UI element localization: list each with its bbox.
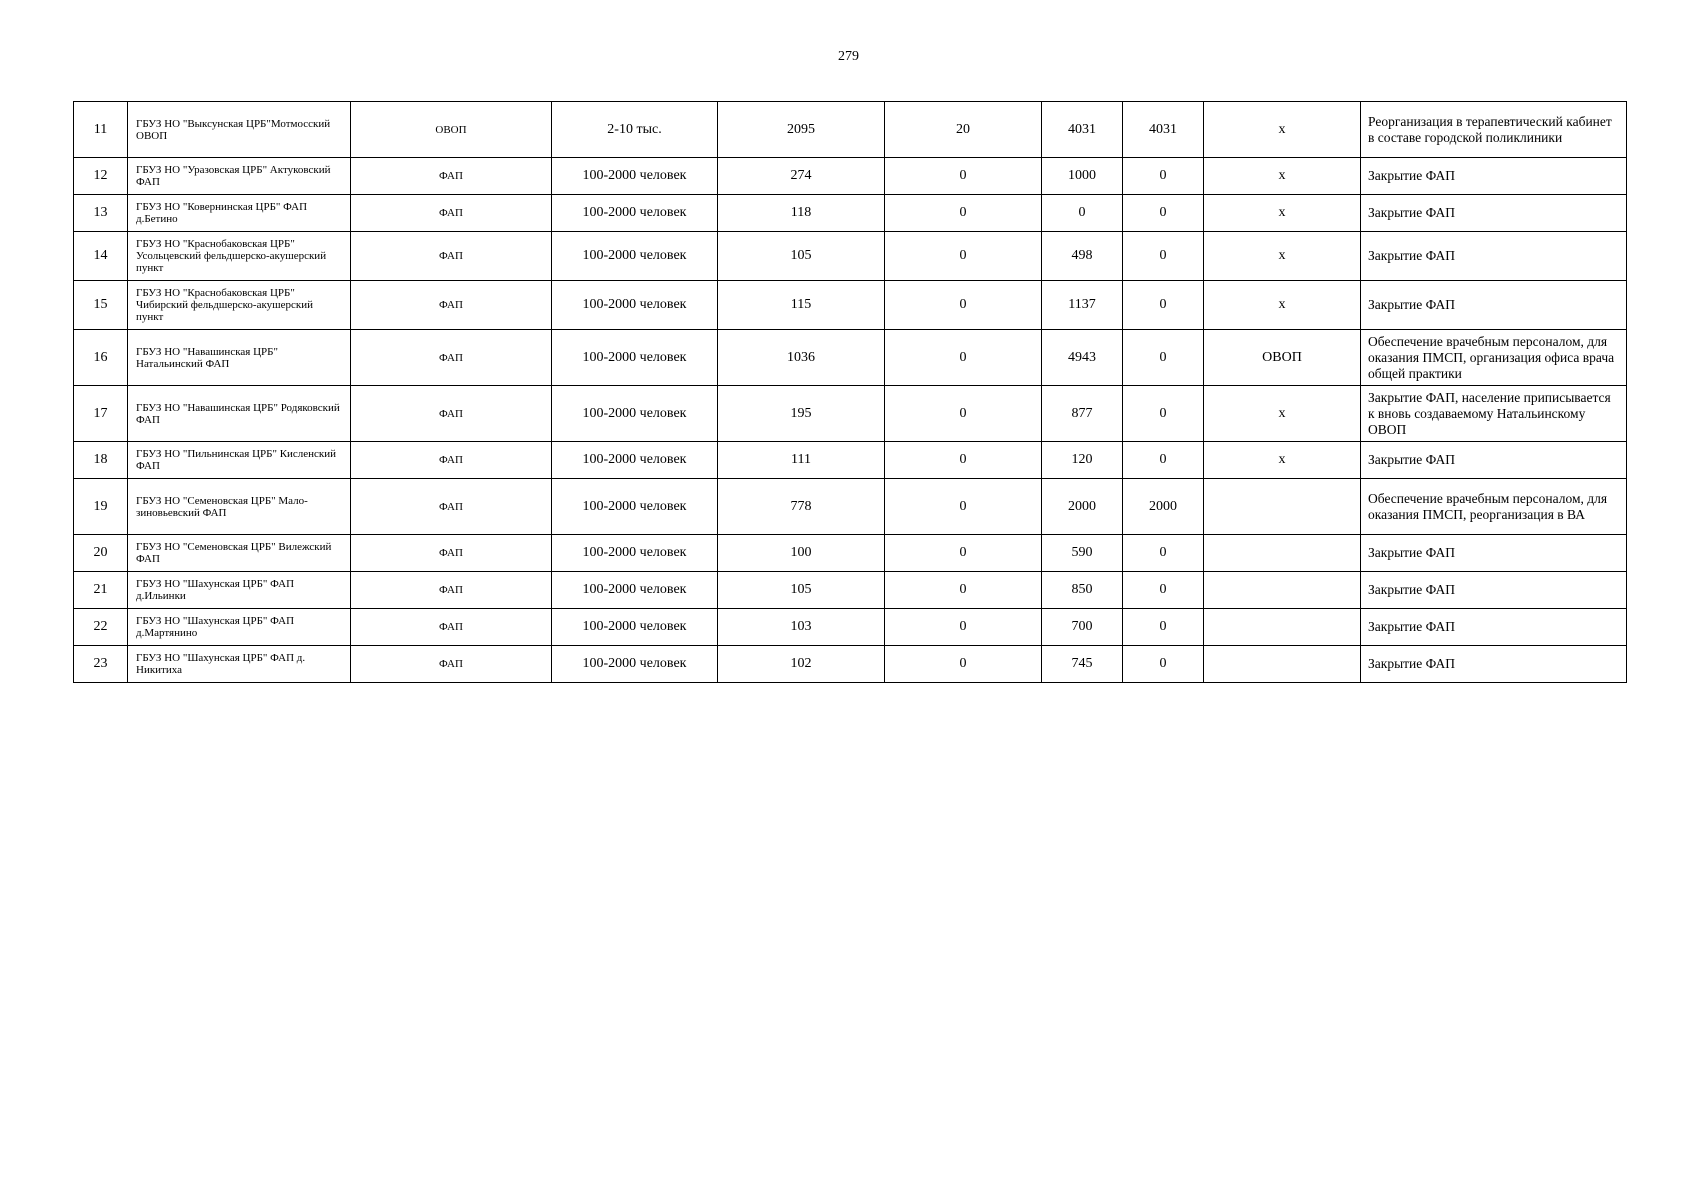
table-row xyxy=(74,195,1627,232)
row-number: 21 xyxy=(74,572,128,609)
planned-action: Закрытие ФАП xyxy=(1361,535,1627,572)
row-number: 23 xyxy=(74,646,128,683)
facility-type: ФАП xyxy=(351,535,552,572)
value-col-5: 274 xyxy=(718,158,885,195)
value-col-8: 2000 xyxy=(1123,479,1204,535)
facility-type: ОВОП xyxy=(351,102,552,158)
population-range: 100-2000 человек xyxy=(552,195,718,232)
facility-name: ГБУЗ НО "Краснобаковская ЦРБ" Чибирский фельдшерско-акушерский пункт xyxy=(128,281,351,330)
value-col-9: х xyxy=(1204,281,1361,330)
facility-type: ФАП xyxy=(351,609,552,646)
value-col-6: 0 xyxy=(885,232,1042,281)
value-col-8: 4031 xyxy=(1123,102,1204,158)
value-col-5: 111 xyxy=(718,442,885,479)
value-col-8: 0 xyxy=(1123,535,1204,572)
value-col-5: 100 xyxy=(718,535,885,572)
planned-action: Закрытие ФАП xyxy=(1361,158,1627,195)
planned-action: Закрытие ФАП xyxy=(1361,281,1627,330)
value-col-5: 105 xyxy=(718,572,885,609)
value-col-7: 4943 xyxy=(1042,330,1123,386)
row-number: 12 xyxy=(74,158,128,195)
table-row xyxy=(74,646,1627,683)
facility-name: ГБУЗ НО "Краснобаковская ЦРБ" Усольцевский фельдшерско-акушерский пункт xyxy=(128,232,351,281)
facility-name: ГБУЗ НО "Навашинская ЦРБ" Натальинский ФАП xyxy=(128,330,351,386)
facility-type: ФАП xyxy=(351,195,552,232)
value-col-6: 0 xyxy=(885,158,1042,195)
facilities-table xyxy=(73,101,1627,683)
value-col-6: 0 xyxy=(885,195,1042,232)
facility-type: ФАП xyxy=(351,281,552,330)
value-col-7: 2000 xyxy=(1042,479,1123,535)
population-range: 100-2000 человек xyxy=(552,281,718,330)
row-number: 19 xyxy=(74,479,128,535)
value-col-6: 20 xyxy=(885,102,1042,158)
value-col-8: 0 xyxy=(1123,330,1204,386)
value-col-8: 0 xyxy=(1123,442,1204,479)
facility-type: ФАП xyxy=(351,646,552,683)
planned-action: Обеспечение врачебным персоналом, для оказания ПМСП, реорганизация в ВА xyxy=(1361,479,1627,535)
facility-type: ФАП xyxy=(351,386,552,442)
table-row xyxy=(74,535,1627,572)
population-range: 100-2000 человек xyxy=(552,535,718,572)
value-col-6: 0 xyxy=(885,609,1042,646)
facility-type: ФАП xyxy=(351,330,552,386)
value-col-7: 120 xyxy=(1042,442,1123,479)
value-col-7: 1137 xyxy=(1042,281,1123,330)
table-row xyxy=(74,102,1627,158)
value-col-7: 700 xyxy=(1042,609,1123,646)
row-number: 16 xyxy=(74,330,128,386)
row-number: 18 xyxy=(74,442,128,479)
facility-type: ФАП xyxy=(351,232,552,281)
value-col-7: 850 xyxy=(1042,572,1123,609)
value-col-7: 745 xyxy=(1042,646,1123,683)
row-number: 22 xyxy=(74,609,128,646)
facility-name: ГБУЗ НО "Семеновская ЦРБ" Вилежский ФАП xyxy=(128,535,351,572)
value-col-6: 0 xyxy=(885,386,1042,442)
facility-type: ФАП xyxy=(351,442,552,479)
table-row xyxy=(74,386,1627,442)
table-body xyxy=(74,102,1627,683)
value-col-6: 0 xyxy=(885,442,1042,479)
value-col-9 xyxy=(1204,479,1361,535)
table-row xyxy=(74,281,1627,330)
facility-name: ГБУЗ НО "Пильнинская ЦРБ" Кисленский ФАП xyxy=(128,442,351,479)
value-col-6: 0 xyxy=(885,572,1042,609)
facility-name: ГБУЗ НО "Шахунская ЦРБ" ФАП д.Мартянино xyxy=(128,609,351,646)
value-col-7: 0 xyxy=(1042,195,1123,232)
value-col-5: 778 xyxy=(718,479,885,535)
value-col-9: ОВОП xyxy=(1204,330,1361,386)
value-col-7: 498 xyxy=(1042,232,1123,281)
value-col-8: 0 xyxy=(1123,232,1204,281)
row-number: 11 xyxy=(74,102,128,158)
value-col-5: 115 xyxy=(718,281,885,330)
value-col-5: 102 xyxy=(718,646,885,683)
table-row xyxy=(74,442,1627,479)
table-row xyxy=(74,479,1627,535)
facility-type: ФАП xyxy=(351,158,552,195)
planned-action: Закрытие ФАП xyxy=(1361,646,1627,683)
value-col-8: 0 xyxy=(1123,386,1204,442)
facility-name: ГБУЗ НО "Навашинская ЦРБ" Родяковский ФАП xyxy=(128,386,351,442)
value-col-8: 0 xyxy=(1123,281,1204,330)
row-number: 13 xyxy=(74,195,128,232)
value-col-5: 105 xyxy=(718,232,885,281)
value-col-9: х xyxy=(1204,442,1361,479)
planned-action: Закрытие ФАП, население приписывается к вновь создаваемому Натальинскому ОВОП xyxy=(1361,386,1627,442)
facility-name: ГБУЗ НО "Шахунская ЦРБ" ФАП д.Ильинки xyxy=(128,572,351,609)
planned-action: Реорганизация в терапевтический кабинет в составе городской поликлиники xyxy=(1361,102,1627,158)
value-col-9 xyxy=(1204,572,1361,609)
table-row xyxy=(74,330,1627,386)
facility-type: ФАП xyxy=(351,479,552,535)
population-range: 100-2000 человек xyxy=(552,646,718,683)
population-range: 2-10 тыс. xyxy=(552,102,718,158)
facility-name: ГБУЗ НО "Выксунская ЦРБ"Мотмосский ОВОП xyxy=(128,102,351,158)
value-col-9: х xyxy=(1204,158,1361,195)
row-number: 20 xyxy=(74,535,128,572)
planned-action: Закрытие ФАП xyxy=(1361,232,1627,281)
value-col-7: 590 xyxy=(1042,535,1123,572)
value-col-8: 0 xyxy=(1123,609,1204,646)
value-col-8: 0 xyxy=(1123,195,1204,232)
value-col-9 xyxy=(1204,609,1361,646)
value-col-6: 0 xyxy=(885,330,1042,386)
value-col-9: х xyxy=(1204,232,1361,281)
facility-name: ГБУЗ НО "Уразовская ЦРБ" Актуковский ФАП xyxy=(128,158,351,195)
population-range: 100-2000 человек xyxy=(552,386,718,442)
value-col-5: 1036 xyxy=(718,330,885,386)
facility-type: ФАП xyxy=(351,572,552,609)
planned-action: Закрытие ФАП xyxy=(1361,572,1627,609)
value-col-7: 877 xyxy=(1042,386,1123,442)
population-range: 100-2000 человек xyxy=(552,572,718,609)
value-col-5: 103 xyxy=(718,609,885,646)
planned-action: Закрытие ФАП xyxy=(1361,195,1627,232)
population-range: 100-2000 человек xyxy=(552,479,718,535)
row-number: 14 xyxy=(74,232,128,281)
planned-action: Закрытие ФАП xyxy=(1361,609,1627,646)
value-col-5: 195 xyxy=(718,386,885,442)
population-range: 100-2000 человек xyxy=(552,158,718,195)
table-row xyxy=(74,158,1627,195)
value-col-8: 0 xyxy=(1123,158,1204,195)
value-col-7: 1000 xyxy=(1042,158,1123,195)
row-number: 17 xyxy=(74,386,128,442)
table-row xyxy=(74,572,1627,609)
value-col-6: 0 xyxy=(885,535,1042,572)
planned-action: Закрытие ФАП xyxy=(1361,442,1627,479)
table-row xyxy=(74,609,1627,646)
value-col-9: х xyxy=(1204,195,1361,232)
page-number: 279 xyxy=(838,49,859,64)
row-number: 15 xyxy=(74,281,128,330)
planned-action: Обеспечение врачебным персоналом, для оказания ПМСП, организация офиса врача общей практики xyxy=(1361,330,1627,386)
value-col-6: 0 xyxy=(885,281,1042,330)
facility-name: ГБУЗ НО "Ковернинская ЦРБ" ФАП д.Бетино xyxy=(128,195,351,232)
value-col-6: 0 xyxy=(885,646,1042,683)
value-col-7: 4031 xyxy=(1042,102,1123,158)
value-col-9: х xyxy=(1204,102,1361,158)
population-range: 100-2000 человек xyxy=(552,330,718,386)
value-col-8: 0 xyxy=(1123,646,1204,683)
table-row xyxy=(74,232,1627,281)
value-col-9 xyxy=(1204,646,1361,683)
value-col-8: 0 xyxy=(1123,572,1204,609)
population-range: 100-2000 человек xyxy=(552,442,718,479)
value-col-9: х xyxy=(1204,386,1361,442)
population-range: 100-2000 человек xyxy=(552,609,718,646)
facility-name: ГБУЗ НО "Шахунская ЦРБ" ФАП д. Никитиха xyxy=(128,646,351,683)
value-col-9 xyxy=(1204,535,1361,572)
value-col-5: 118 xyxy=(718,195,885,232)
facility-name: ГБУЗ НО "Семеновская ЦРБ" Мало-зиновьевский ФАП xyxy=(128,479,351,535)
population-range: 100-2000 человек xyxy=(552,232,718,281)
value-col-6: 0 xyxy=(885,479,1042,535)
value-col-5: 2095 xyxy=(718,102,885,158)
